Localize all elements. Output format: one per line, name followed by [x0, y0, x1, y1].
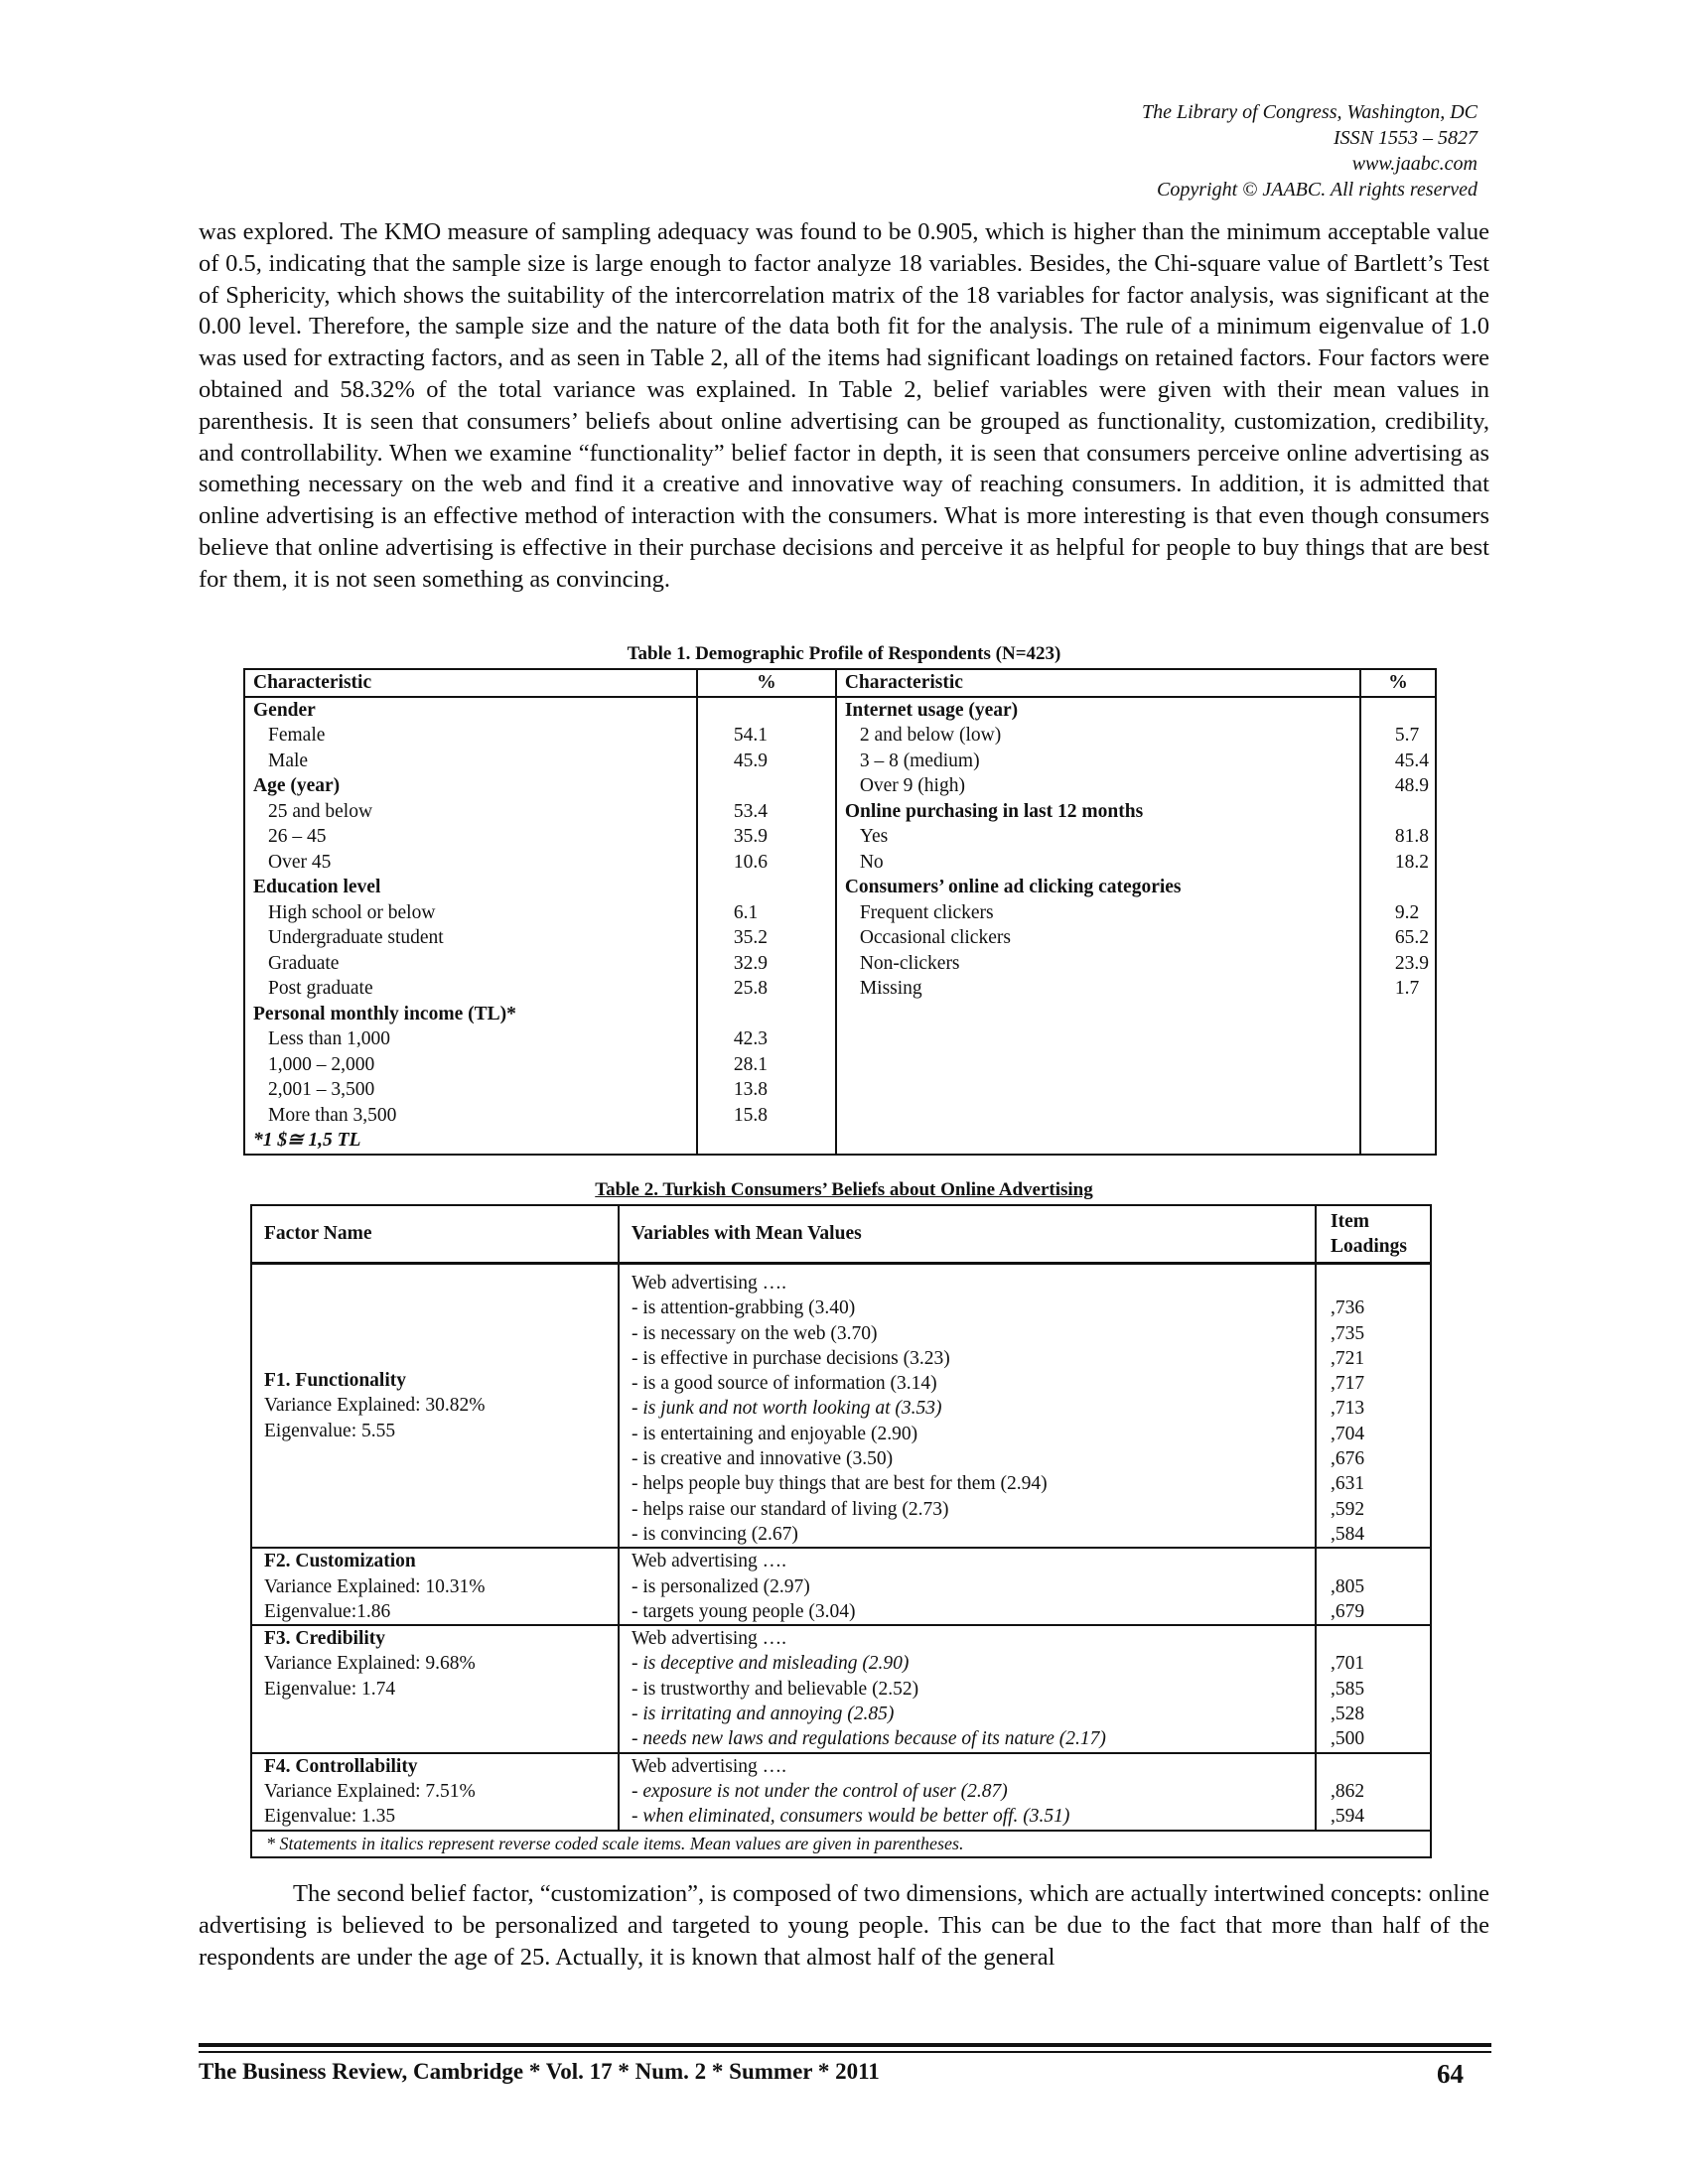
- item-loading: ,500: [1331, 1728, 1365, 1750]
- table-row: [244, 900, 1436, 926]
- header-line: www.jaabc.com: [1351, 153, 1477, 175]
- header-line: Copyright © JAABC. All rights reserved: [1157, 179, 1477, 201]
- row-value: 48.9: [1394, 775, 1429, 796]
- loading-spacer: [1331, 1754, 1424, 1779]
- row-label: Post graduate: [244, 976, 697, 1002]
- item-loading: ,704: [1331, 1423, 1365, 1444]
- column-header: Factor Name: [251, 1205, 619, 1264]
- eigenvalue: Eigenvalue: 1.35: [264, 1806, 396, 1828]
- item-loading: ,676: [1331, 1448, 1365, 1470]
- variables-cell: [619, 1625, 1316, 1752]
- table-row: [244, 824, 1436, 850]
- table-note-row: [251, 1831, 1431, 1857]
- column-header: Characteristic: [836, 669, 1360, 697]
- row-label: 2 and below (low): [836, 723, 1360, 749]
- row-label: Personal monthly income (TL)*: [244, 1002, 697, 1027]
- table-row: [244, 723, 1436, 749]
- item-loading: ,805: [1331, 1575, 1365, 1597]
- row-label: 2,001 – 3,500: [244, 1077, 697, 1103]
- column-header: Characteristic: [244, 669, 697, 697]
- item-loading: ,862: [1331, 1780, 1365, 1802]
- loadings-cell: [1316, 1548, 1431, 1625]
- eigenvalue: Eigenvalue:1.86: [264, 1600, 391, 1622]
- variable-item: - is trustworthy and believable (2.52): [632, 1678, 919, 1700]
- row-label: [836, 1002, 1360, 1027]
- row-value: [1360, 875, 1436, 900]
- row-value: 5.7: [1394, 725, 1420, 746]
- eigenvalue: Eigenvalue: 1.74: [264, 1678, 396, 1700]
- demographic-table: [243, 668, 1437, 1156]
- row-value: [697, 1002, 836, 1027]
- row-label: Graduate: [244, 951, 697, 977]
- row-label: [836, 1026, 1360, 1052]
- row-value: [1360, 1002, 1436, 1027]
- row-label: Education level: [244, 875, 697, 900]
- row-value: 28.1: [697, 1052, 836, 1078]
- item-loading: ,594: [1331, 1806, 1365, 1828]
- table-row: [244, 799, 1436, 825]
- row-label: Consumers’ online ad clicking categories: [836, 875, 1360, 900]
- row-value: 32.9: [697, 951, 836, 977]
- row-value: 10.6: [697, 850, 836, 876]
- item-loading: ,736: [1331, 1297, 1365, 1319]
- variable-item: - helps people buy things that are best for them (2.94): [632, 1473, 1048, 1495]
- row-label: 3 – 8 (medium): [836, 749, 1360, 774]
- table-footnote: *1 $≅ 1,5 TL: [244, 1128, 697, 1155]
- row-label: Internet usage (year): [836, 697, 1360, 724]
- body-paragraph: was explored. The KMO measure of sampling adequacy was found to be 0.905, which is higher than the minimum acceptable value of 0.5, indicating that the sample size is large enough to factor analyze 18 variables. Besides, the Chi-square value of Bartlett’s Test of Sphericity, which shows the suitability of the intercorrelation matrix of the 18 variables for factor analysis, was significant at the 0.00 level. Therefore, the sample size and the nature of the data both fit for the analysis. The rule of a minimum eigenvalue of 1.0 was used for extracting factors, and as seen in Table 2, all of the items had significant loadings on retained factors. Four factors were obtained and 58.32% of the total variance was explained. In Table 2, belief variables were given with their mean values in parenthesis. It is seen that consumers’ beliefs about online advertising can be grouped as functionality, customization, credibility, and controllability. When we examine “functionality” belief factor in depth, it is seen that consumers perceive online advertising as something necessary on the web and find it a creative and innovative way of reaching consumers. In addition, it is admitted that online advertising is an effective method of interaction with the consumers. What is more interesting is that even though consumers believe that online advertising is effective in their purchase decisions and perceive it as helpful for people to buy things that are best for them, it is not seen something as convincing.: [199, 218, 1489, 593]
- item-loading: ,528: [1331, 1704, 1365, 1725]
- beliefs-table: [250, 1204, 1432, 1858]
- factor-row: [251, 1753, 1431, 1831]
- variable-item: - is convincing (2.67): [632, 1523, 798, 1545]
- row-value: [697, 875, 836, 900]
- variable-item: - needs new laws and regulations because of its nature (2.17): [632, 1728, 1106, 1750]
- table-row: [244, 875, 1436, 900]
- table-row: [244, 976, 1436, 1002]
- table-row: [244, 1026, 1436, 1052]
- row-label: Occasional clickers: [836, 925, 1360, 951]
- item-loading: ,721: [1331, 1347, 1365, 1369]
- variables-cell: [619, 1753, 1316, 1831]
- item-loading: ,713: [1331, 1398, 1365, 1420]
- row-value: 25.8: [697, 976, 836, 1002]
- item-loading: ,679: [1331, 1600, 1365, 1622]
- row-value: [1360, 1052, 1436, 1078]
- footer-rule: [199, 2043, 1491, 2047]
- row-value: [697, 697, 836, 724]
- table-row: [244, 1002, 1436, 1027]
- row-label: More than 3,500: [244, 1103, 697, 1129]
- row-label: No: [836, 850, 1360, 876]
- row-value: [1360, 1026, 1436, 1052]
- row-value: 9.2: [1394, 901, 1420, 923]
- variance-explained: Variance Explained: 10.31%: [264, 1575, 486, 1597]
- row-label: 26 – 45: [244, 824, 697, 850]
- factor-name: F1. Functionality: [264, 1370, 407, 1392]
- row-label: Online purchasing in last 12 months: [836, 799, 1360, 825]
- variable-item: - is entertaining and enjoyable (2.90): [632, 1423, 918, 1444]
- row-value: [1360, 697, 1436, 724]
- table-row: [244, 951, 1436, 977]
- row-label: Frequent clickers: [836, 900, 1360, 926]
- header-line: The Library of Congress, Washington, DC: [1141, 101, 1477, 123]
- variance-explained: Variance Explained: 7.51%: [264, 1780, 476, 1802]
- row-value: [1360, 799, 1436, 825]
- row-value: 45.9: [697, 749, 836, 774]
- factor-row: [251, 1264, 1431, 1549]
- row-value: 45.4: [1394, 750, 1429, 771]
- variable-item: - is a good source of information (3.14): [632, 1373, 937, 1395]
- column-header: %: [1360, 669, 1436, 697]
- item-loading: ,701: [1331, 1653, 1365, 1675]
- variable-item: - is creative and innovative (3.50): [632, 1448, 894, 1470]
- row-label: Less than 1,000: [244, 1026, 697, 1052]
- table-header-row: [244, 669, 1436, 697]
- table-row: [244, 1077, 1436, 1103]
- table-row: [244, 749, 1436, 774]
- variables-intro: Web advertising ….: [632, 1755, 787, 1777]
- row-label: Female: [244, 723, 697, 749]
- running-header: [1142, 99, 1477, 203]
- item-loading: ,592: [1331, 1498, 1365, 1520]
- variable-item: - is irritating and annoying (2.85): [632, 1704, 895, 1725]
- variance-explained: Variance Explained: 30.82%: [264, 1395, 486, 1417]
- page-footer: [199, 2059, 1491, 2089]
- variable-item: - is personalized (2.97): [632, 1575, 810, 1597]
- factor-row: [251, 1548, 1431, 1625]
- row-label: 1,000 – 2,000: [244, 1052, 697, 1078]
- body-paragraph: The second belief factor, “customization”, is composed of two dimensions, which are actually intertwined concepts: online advertising is believed to be personalized and targeted to young people. This can be due to the fact that more than half of the respondents are under the age of 25. Actually, it is known that almost half of the general: [199, 1880, 1489, 1971]
- variable-item: - helps raise our standard of living (2.73): [632, 1498, 949, 1520]
- factor-name: F4. Controllability: [264, 1755, 418, 1777]
- eigenvalue: Eigenvalue: 5.55: [264, 1420, 396, 1441]
- variables-cell: [619, 1264, 1316, 1549]
- row-value: 13.8: [697, 1077, 836, 1103]
- item-loading: ,735: [1331, 1322, 1365, 1344]
- variable-item: - is junk and not worth looking at (3.53): [632, 1398, 942, 1420]
- table-header-row: [251, 1205, 1431, 1264]
- table2-caption: Table 2. Turkish Consumers’ Beliefs about Online Advertising: [595, 1179, 1093, 1200]
- row-label: High school or below: [244, 900, 697, 926]
- factor-row: [251, 1625, 1431, 1752]
- table-row: [244, 773, 1436, 799]
- loading-spacer: [1331, 1549, 1424, 1573]
- row-value: 81.8: [1394, 826, 1429, 847]
- row-value: 65.2: [1394, 927, 1429, 948]
- loadings-cell: [1316, 1264, 1431, 1549]
- row-label: [836, 1077, 1360, 1103]
- row-value: 1.7: [1394, 978, 1420, 999]
- empty-cell: [836, 1128, 1360, 1155]
- row-label: Non-clickers: [836, 951, 1360, 977]
- table-row: [244, 697, 1436, 724]
- column-header: Variables with Mean Values: [619, 1205, 1316, 1264]
- variable-item: - exposure is not under the control of user (2.87): [632, 1780, 1008, 1802]
- row-value: [1360, 1077, 1436, 1103]
- variable-item: - is deceptive and misleading (2.90): [632, 1653, 910, 1675]
- empty-cell: [697, 1128, 836, 1155]
- factor-cell: [251, 1753, 619, 1831]
- empty-cell: [1360, 1128, 1436, 1155]
- row-label: Gender: [244, 697, 697, 724]
- variables-intro: Web advertising ….: [632, 1551, 787, 1572]
- item-loading: ,717: [1331, 1373, 1365, 1395]
- row-label: 25 and below: [244, 799, 697, 825]
- item-loading: ,584: [1331, 1523, 1365, 1545]
- header-line: ISSN 1553 – 5827: [1334, 127, 1477, 149]
- row-value: 6.1: [697, 900, 836, 926]
- factor-cell: [251, 1264, 619, 1549]
- variable-item: - is necessary on the web (3.70): [632, 1322, 878, 1344]
- item-loading: ,585: [1331, 1678, 1365, 1700]
- row-label: [836, 1052, 1360, 1078]
- variance-explained: Variance Explained: 9.68%: [264, 1653, 476, 1675]
- variable-item: - targets young people (3.04): [632, 1600, 856, 1622]
- row-label: Age (year): [244, 773, 697, 799]
- table-footnote-row: [244, 1128, 1436, 1155]
- row-value: 53.4: [697, 799, 836, 825]
- row-label: Over 9 (high): [836, 773, 1360, 799]
- row-value: 23.9: [1394, 952, 1429, 974]
- factor-cell: [251, 1625, 619, 1752]
- variables-intro: Web advertising ….: [632, 1273, 787, 1294]
- item-loading: ,631: [1331, 1473, 1365, 1495]
- row-value: [697, 773, 836, 799]
- factor-cell: [251, 1548, 619, 1625]
- row-value: 35.9: [697, 824, 836, 850]
- page-number: 64: [1437, 2059, 1464, 2089]
- row-label: Undergraduate student: [244, 925, 697, 951]
- loading-spacer: [1331, 1271, 1424, 1296]
- row-value: 35.2: [697, 925, 836, 951]
- row-label: [836, 1103, 1360, 1129]
- row-value: 42.3: [697, 1026, 836, 1052]
- table1-caption: Table 1. Demographic Profile of Respondents (N=423): [627, 643, 1061, 664]
- table-note: * Statements in italics represent reverse coded scale items. Mean values are given in parentheses.: [266, 1833, 964, 1853]
- variable-item: - when eliminated, consumers would be better off. (3.51): [632, 1806, 1070, 1828]
- column-header: Item Loadings: [1316, 1205, 1431, 1264]
- column-header: %: [697, 669, 836, 697]
- variables-intro: Web advertising ….: [632, 1628, 787, 1650]
- variable-item: - is attention-grabbing (3.40): [632, 1297, 856, 1319]
- factor-name: F3. Credibility: [264, 1628, 386, 1650]
- loading-spacer: [1331, 1626, 1424, 1651]
- factor-name: F2. Customization: [264, 1551, 416, 1572]
- row-value: 54.1: [697, 723, 836, 749]
- table-row: [244, 850, 1436, 876]
- table-row: [244, 925, 1436, 951]
- variable-item: - is effective in purchase decisions (3.23): [632, 1347, 950, 1369]
- loadings-cell: [1316, 1753, 1431, 1831]
- row-label: Male: [244, 749, 697, 774]
- row-value: 15.8: [697, 1103, 836, 1129]
- row-label: Over 45: [244, 850, 697, 876]
- row-label: Missing: [836, 976, 1360, 1002]
- loadings-cell: [1316, 1625, 1431, 1752]
- row-value: [1360, 1103, 1436, 1129]
- journal-citation: The Business Review, Cambridge * Vol. 17 * Num. 2 * Summer * 2011: [199, 2059, 880, 2084]
- footer-rule: [199, 2051, 1491, 2053]
- variables-cell: [619, 1548, 1316, 1625]
- table-row: [244, 1103, 1436, 1129]
- table-row: [244, 1052, 1436, 1078]
- row-label: Yes: [836, 824, 1360, 850]
- row-value: 18.2: [1394, 851, 1429, 873]
